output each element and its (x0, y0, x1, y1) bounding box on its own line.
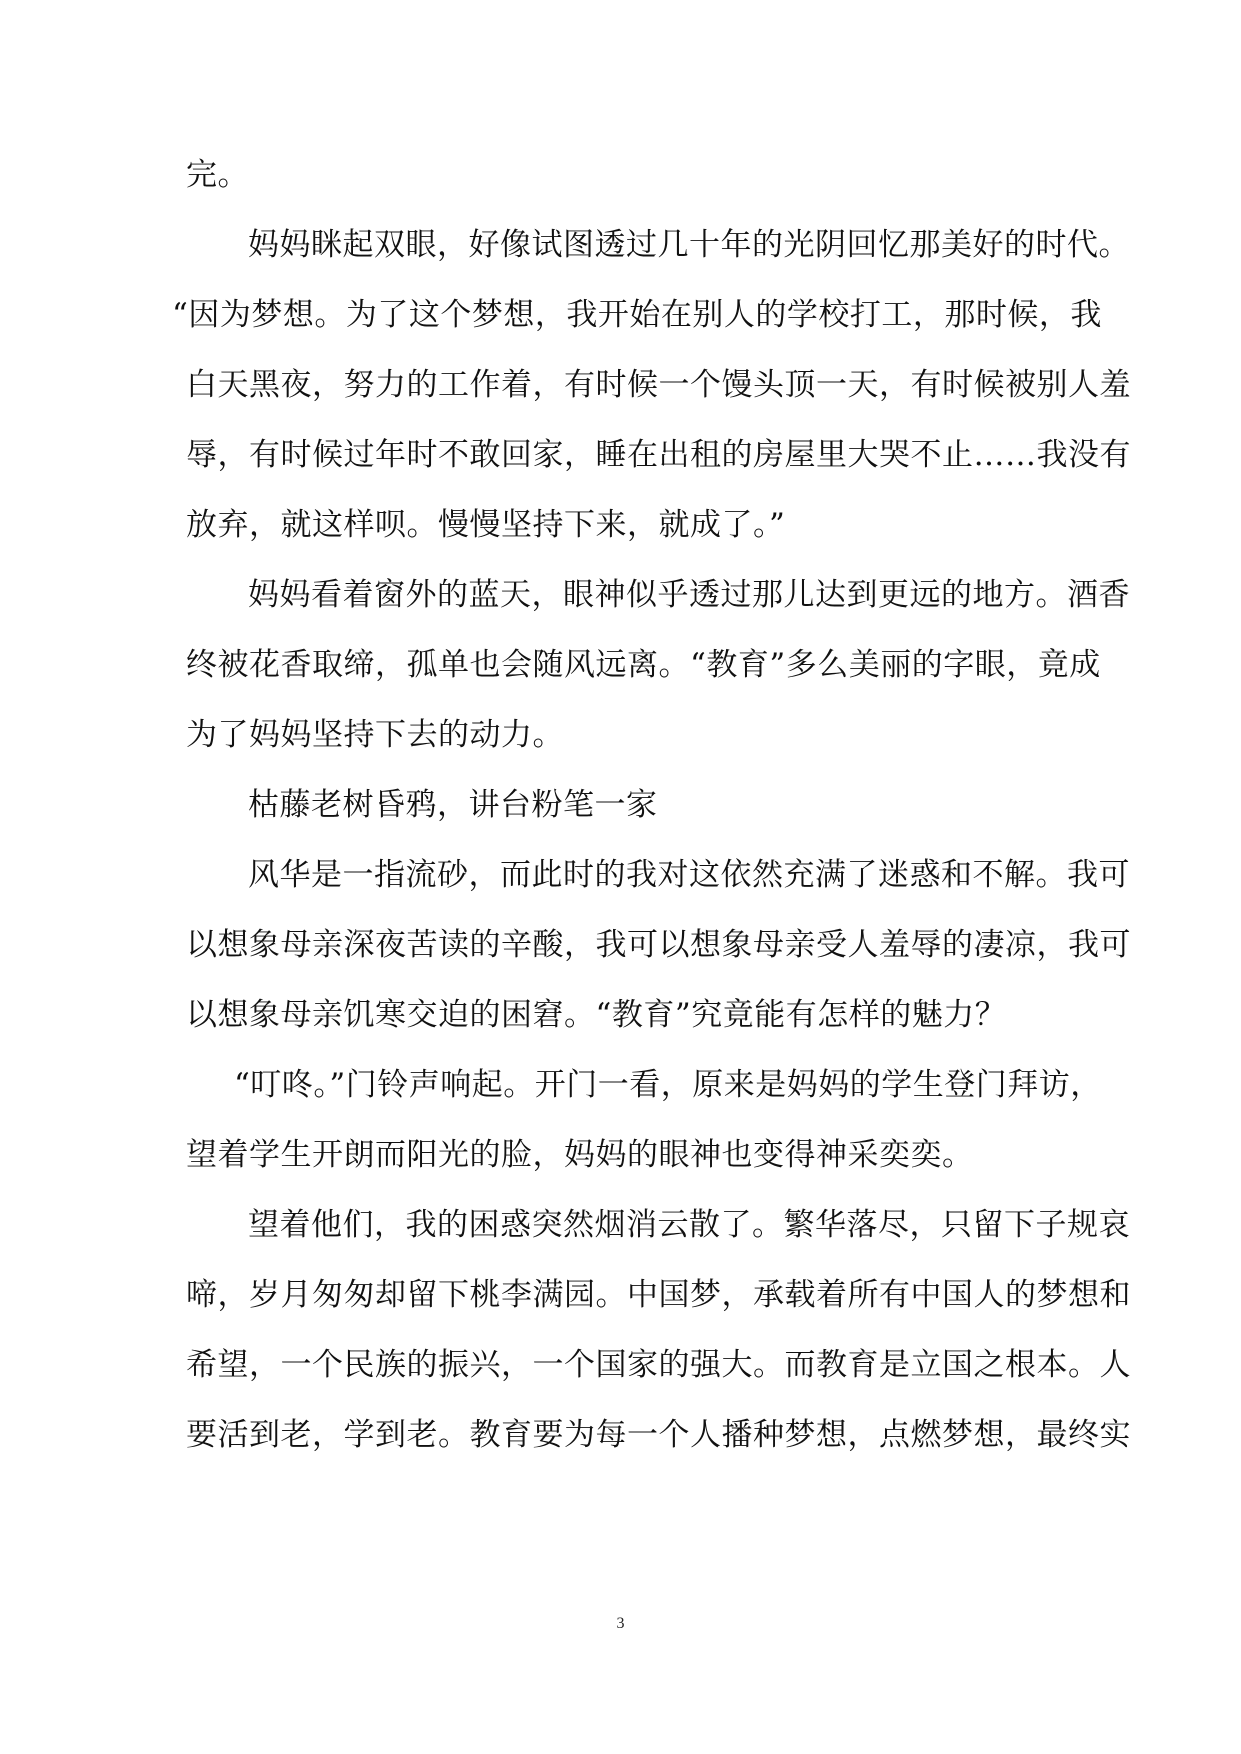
text-line: 以想象母亲饥寒交迫的困窘。“教育”究竟能有怎样的魅力？ (186, 997, 1007, 1033)
text-line: 风华是一指流砂，而此时的我对这依然充满了迷惑和不解。我可 (248, 857, 1130, 893)
text-line: 妈妈眯起双眼，好像试图透过几十年的光阴回忆那美好的时代。 (248, 227, 1130, 263)
text-line: 白天黑夜，努力的工作着，有时候一个馒头顶一天，有时候被别人羞 (186, 367, 1131, 403)
text-line: 辱，有时候过年时不敢回家，睡在出租的房屋里大哭不止……我没有 (186, 437, 1131, 473)
section-heading: 枯藤老树昏鸦，讲台粉笔一家 (248, 787, 658, 823)
page-number: 3 (616, 1615, 625, 1632)
text-line: 完。 (186, 157, 249, 193)
text-line: “因为梦想。为了这个梦想，我开始在别人的学校打工，那时候，我 (172, 297, 1102, 333)
text-line: 放弃，就这样呗。慢慢坚持下来，就成了。” (186, 507, 786, 543)
body-text (172, 140, 1131, 1470)
text-line: 啼，岁月匆匆却留下桃李满园。中国梦，承载着所有中国人的梦想和 (186, 1277, 1131, 1313)
text-line: 望着他们，我的困惑突然烟消云散了。繁华落尽，只留下子规哀 (248, 1207, 1130, 1243)
text-line: 以想象母亲深夜苦读的辛酸，我可以想象母亲受人羞辱的凄凉，我可 (186, 927, 1131, 963)
text-line: 望着学生开朗而阳光的脸，妈妈的眼神也变得神采奕奕。 (186, 1137, 974, 1173)
text-line: 妈妈看着窗外的蓝天，眼神似乎透过那儿达到更远的地方。酒香 (248, 577, 1130, 613)
text-line: 终被花香取缔，孤单也会随风远离。“教育”多么美丽的字眼，竟成 (186, 647, 1101, 683)
text-line: “叮咚。”门铃声响起。开门一看，原来是妈妈的学生登门拜访， (234, 1067, 1102, 1103)
text-line: 为了妈妈坚持下去的动力。 (186, 717, 564, 753)
text-line: 要活到老，学到老。教育要为每一个人播种梦想，点燃梦想，最终实 (186, 1417, 1131, 1453)
text-line: 希望，一个民族的振兴，一个国家的强大。而教育是立国之根本。人 (186, 1347, 1131, 1383)
